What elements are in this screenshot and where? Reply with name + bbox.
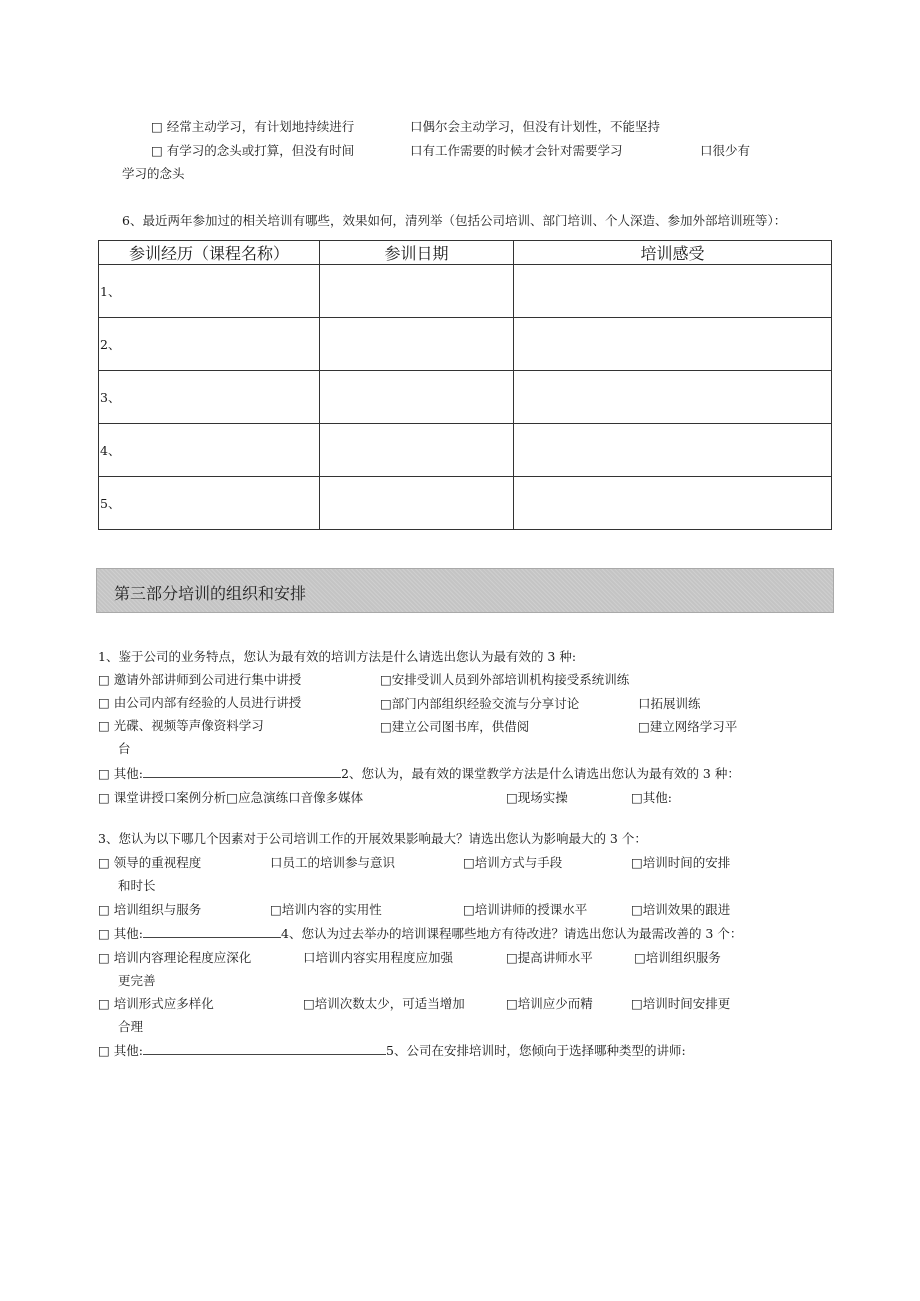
s3q4-other-label: □ 其他: — [98, 1043, 143, 1058]
table-row — [99, 477, 832, 530]
date-cell[interactable] — [320, 318, 514, 371]
s3q4-option-scheduling-continued: 合理 — [118, 1019, 144, 1034]
s3q2-option-methods[interactable]: □ 课堂讲授口案例分析□应急演练口音像多媒体 — [98, 790, 364, 805]
training-history-table — [98, 240, 832, 530]
s3q1-option-experience-sharing[interactable]: □部门内部组织经验交流与分享讨论 — [380, 696, 580, 711]
course-cell[interactable]: 2、 — [99, 318, 320, 371]
date-cell[interactable] — [320, 424, 514, 477]
s3q4-option-practicality[interactable]: 口培训内容实用程度应加强 — [303, 950, 454, 965]
date-cell[interactable] — [320, 477, 514, 530]
feedback-cell[interactable] — [514, 265, 832, 318]
q5-option-occasional[interactable]: 口偶尔会主动学习，但没有计划性，不能坚持 — [410, 119, 661, 134]
table-row — [99, 265, 832, 318]
s3q4-option-organization-continued: 更完善 — [118, 973, 156, 988]
s3q3-option-participation[interactable]: 口员工的培训参与意识 — [270, 855, 396, 870]
s3q1-other-input[interactable] — [143, 764, 341, 778]
s3q1-option-online-platform[interactable]: □建立网络学习平 — [638, 719, 738, 734]
s3q1-other-label: □ 其他: — [98, 766, 143, 781]
table-row — [99, 424, 832, 477]
s3q1-option-online-platform-continued: 台 — [118, 741, 131, 756]
q5-option-when-needed[interactable]: 口有工作需要的时候才会针对需要学习 — [410, 143, 623, 158]
date-cell[interactable] — [320, 371, 514, 424]
col-course-name: 参训经历（课程名称） — [99, 241, 320, 265]
table-row — [99, 371, 832, 424]
s3q3-option-leadership[interactable]: □ 领导的重视程度 — [98, 855, 202, 870]
s3q4-option-lecturer[interactable]: □提高讲师水平 — [506, 950, 593, 965]
course-cell[interactable]: 1、 — [99, 265, 320, 318]
course-cell[interactable]: 3、 — [99, 371, 320, 424]
q5-option-no-time[interactable]: □ 有学习的念头或打算，但没有时间 — [151, 143, 355, 158]
s3q4-option-fewer-better[interactable]: □培训应少而精 — [506, 996, 593, 1011]
s3q4-option-frequency[interactable]: □培训次数太少，可适当增加 — [303, 996, 465, 1011]
s3q5-question: 5、公司在安排培训时，您倾向于选择哪种类型的讲师: — [386, 1043, 686, 1058]
s3q4-option-theory[interactable]: □ 培训内容理论程度应深化 — [98, 950, 252, 965]
s3q4-option-scheduling[interactable]: □培训时间安排更 — [631, 996, 731, 1011]
s3q3-option-follow-up[interactable]: □培训效果的跟进 — [631, 902, 731, 917]
s3q1-option-internal-lecturer[interactable]: □ 由公司内部有经验的人员进行讲授 — [98, 695, 302, 710]
s3q3-other-input[interactable] — [143, 924, 281, 938]
s3q4-question: 4、您认为过去举办的培训课程哪些地方有待改进？请选出您认为最需改善的 3 个： — [281, 926, 743, 941]
feedback-cell[interactable] — [514, 371, 832, 424]
section-title: 第三部分培训的组织和安排 — [114, 584, 307, 603]
s3q4-option-diversify[interactable]: □ 培训形式应多样化 — [98, 996, 214, 1011]
s3q1-option-external-lecturer[interactable]: □ 邀请外部讲师到公司进行集中讲授 — [98, 672, 302, 687]
s3q2-question: 2、您认为，最有效的课堂教学方法是什么请选出您认为最有效的 3 种： — [341, 766, 740, 781]
col-feedback: 培训感受 — [514, 241, 832, 265]
feedback-cell[interactable] — [514, 477, 832, 530]
s3q1-option-library[interactable]: □建立公司图书库，供借阅 — [380, 719, 530, 734]
s3q3-option-methods[interactable]: □培训方式与手段 — [463, 855, 563, 870]
s3q3-option-other[interactable] — [98, 924, 742, 942]
q6-question: 6、最近两年参加过的相关培训有哪些，效果如何，清列举（包括公司培训、部门培训、个人深造、参加外部培训班等）： — [122, 213, 787, 228]
s3q2-option-onsite[interactable]: □现场实操 — [506, 790, 568, 805]
table-row — [99, 318, 832, 371]
s3q3-option-timing[interactable]: □培训时间的安排 — [631, 855, 731, 870]
s3q2-option-other[interactable]: □其他: — [631, 790, 673, 805]
s3q3-option-timing-continued: 和时长 — [118, 878, 156, 893]
s3q1-option-video[interactable]: □ 光碟、视频等声像资料学习 — [98, 718, 264, 733]
date-cell[interactable] — [320, 265, 514, 318]
course-cell[interactable]: 5、 — [99, 477, 320, 530]
s3q3-option-organization[interactable]: □ 培训组织与服务 — [98, 902, 202, 917]
s3q4-option-organization[interactable]: □培训组织服务 — [634, 950, 721, 965]
s3q3-option-lecturer-level[interactable]: □培训讲师的授课水平 — [463, 902, 588, 917]
s3q1-option-external-institution[interactable]: □安排受训人员到外部培训机构接受系统训练 — [380, 672, 630, 687]
s3q3-question: 3、您认为以下哪几个因素对于公司培训工作的开展效果影响最大？请选出您认为影响最大的 3 个： — [98, 831, 647, 846]
s3q1-option-outward-bound[interactable]: 口拓展训练 — [638, 696, 701, 711]
s3q3-option-practicality[interactable]: □培训内容的实用性 — [270, 902, 382, 917]
s3q4-other-input[interactable] — [143, 1041, 386, 1055]
q5-option-active-planned[interactable]: □ 经常主动学习，有计划地持续进行 — [151, 119, 355, 134]
feedback-cell[interactable] — [514, 424, 832, 477]
col-date: 参训日期 — [320, 241, 514, 265]
s3q3-other-label: □ 其他: — [98, 926, 143, 941]
q5-option-rarely[interactable]: 口很少有 — [700, 143, 751, 158]
course-cell[interactable]: 4、 — [99, 424, 320, 477]
q5-option-rarely-continued: 学习的念头 — [122, 166, 185, 181]
s3q4-option-other[interactable] — [98, 1041, 686, 1059]
feedback-cell[interactable] — [514, 318, 832, 371]
s3q1-option-other[interactable] — [98, 764, 740, 782]
s3q1-question: 1、鉴于公司的业务特点，您认为最有效的培训方法是什么请选出您认为最有效的 3 种: — [98, 649, 577, 664]
